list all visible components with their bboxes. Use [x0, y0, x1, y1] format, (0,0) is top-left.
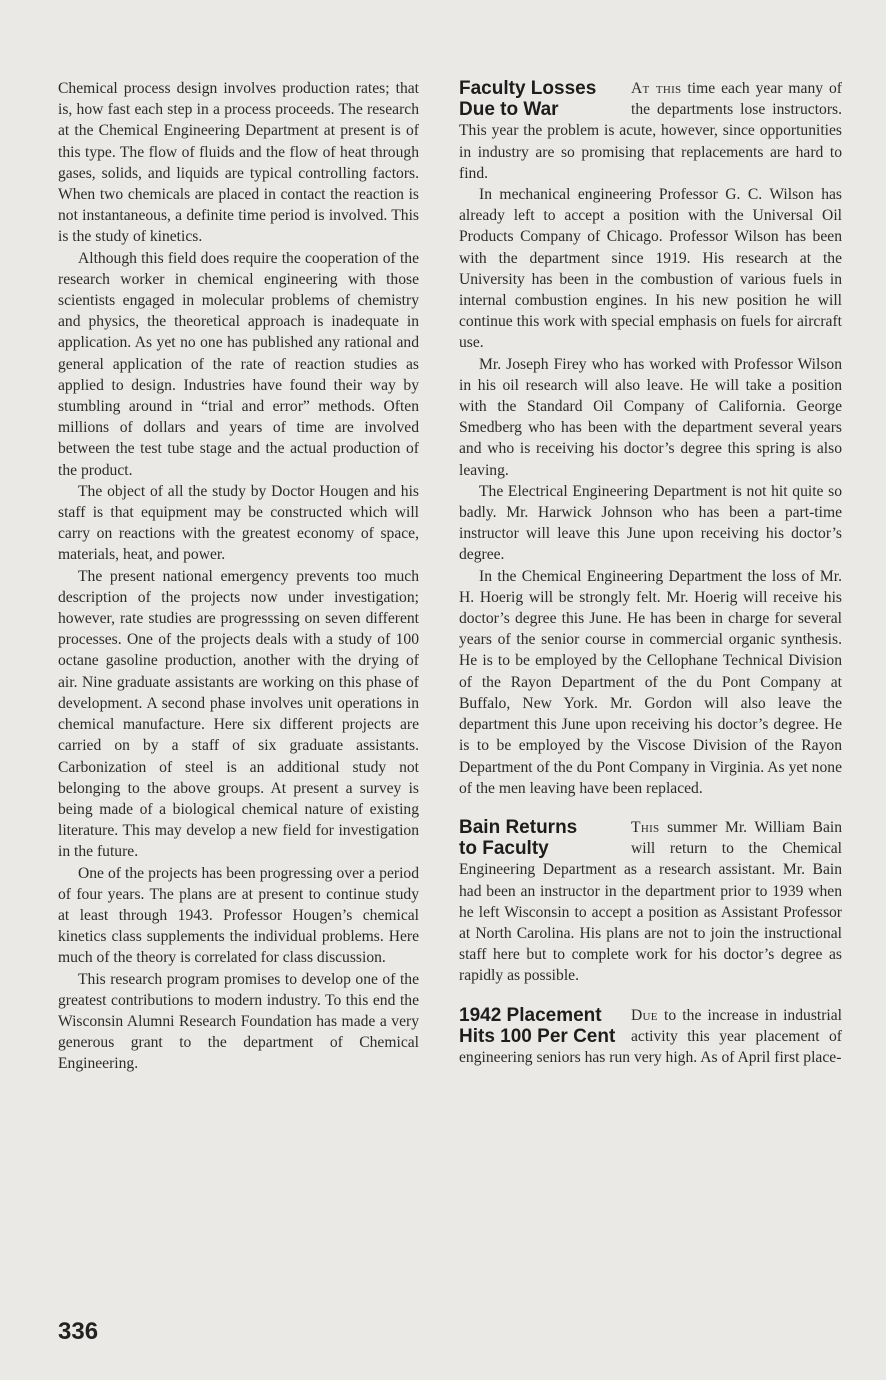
body-paragraph: In the Chemical Engineering Department the loss of Mr. H. Hoerig will be strongly felt. Mr. Hoerig will receive his doctor’s degree this June. He has been in charge for several years of the senior course in commercial organic synthesis. He is to be employed by the Cellophane Technical Division of the Rayon Department of the du Pont Company at Buffalo, New York. Mr. Gordon will also leave the department this June upon receiving his doctor’s degree. He is to be employed by the Viscose Division of the Rayon Department of the du Pont Company in Virginia. As yet none of the men leaving have been replaced.	[459, 567, 842, 797]
body-paragraph: The present national emergency prevents too much description of the projects now under investigation; however, rate studies are progresssing on seven different processes. One of the projects deals with a study of 100 octane gasoline production, another with the drying of air. Nine graduate assistants are working on this phase of development. A second phase involves unit operations in chemical manufacture. Here six different projects are carried on by a staff of six graduate assistants. Carbonization of steel is an additional study not belonging to the above groups. At present a survey is being made of a biological chemical nature of existing literature. This may develop a new field for investigation in the future.	[58, 567, 419, 861]
heading-line: to Faculty	[459, 838, 549, 860]
body-paragraph: The Electrical Engineering Department is not hit quite so badly. Mr. Harwick Johnson who has been a part-time instructor will leave this June upon receiving his doctor’s degree.	[459, 482, 842, 564]
body-paragraph: Mr. Joseph Firey who has worked with Professor Wilson in his oil research will also leave. He will take a position with the Standard Oil Company of California. George Smedberg who has been with the department several years and who is receiving his doctor’s degree this spring is also leaving.	[459, 355, 842, 479]
lead-text: time each year many of the departments lose instructors. This year the problem is acute, however, since opportunities in industry are so promising that replacements are hard to find.	[459, 80, 842, 182]
section-placement	[459, 1005, 842, 1069]
lead-text: summer Mr. William Bain will return to the Chemical Engineering Department as a research assistant. Mr. Bain had been an instructor in the department prior to 1939 when he left Wisconsin to accept a position as Assistant Professor at North Carolina. His plans are not to join the instructional staff here but to complete work for his doctor’s degree as rapidly as possible.	[459, 818, 842, 985]
body-paragraph: Although this field does require the cooperation of the research worker in chemical engineering with those scientists engaged in molecular problems of chemistry and physics, the theoretical approach is inadequate in application. As yet no one has published any rational and general application of the rate of reaction studies as applied to design. Industries have found their way by stumbling around in “trial and error” methods. Often millions of dollars and years of time are involved between the test tube stage and the actual production of the product.	[58, 249, 419, 479]
section-heading	[459, 78, 629, 120]
lead-small-caps: This	[631, 818, 660, 836]
section-heading	[459, 817, 629, 859]
section-bain-returns	[459, 817, 842, 987]
heading-line: Bain Returns	[459, 816, 578, 838]
left-column	[58, 78, 419, 1075]
page-number: 336	[58, 1318, 99, 1345]
lead-text: to the increase in industrial activity this year placement of engineering seniors has run very high. As of April first place-	[459, 1006, 842, 1066]
body-paragraph: The object of all the study by Doctor Hougen and his staff is that equipment may be constructed which will carry on reactions with the greatest economy of space, materials, heat, and power.	[58, 482, 419, 564]
heading-line: Due to War	[459, 99, 559, 121]
body-paragraph: This research program promises to develop one of the greatest contributions to modern industry. To this end the Wisconsin Alumni Research Foundation has made a very generous grant to the department of Chemical Engineering.	[58, 970, 419, 1073]
heading-line: Faculty Losses	[459, 78, 597, 99]
right-column	[459, 78, 842, 1068]
body-paragraph: In mechanical engineering Professor G. C. Wilson has already left to accept a position with the Universal Oil Products Company of Chicago. Professor Wilson has been with the department since 1919. His research at the University has been in the combustion of various fuels in internal combustion engines. In his new position he will continue this work with special emphasis on fuels for aircraft use.	[459, 186, 842, 352]
body-paragraph: Chemical process design involves production rates; that is, how fast each step in a process proceeds. The research at the Chemical Engineering Department at present is of this type. The flow of fluids and the flow of heat through gases, solids, and liquids are typical controlling factors. When two chemicals are placed in contact the reaction is not instantaneous, a definite time period is involved. This is the study of kinetics.	[58, 80, 419, 246]
section-heading	[459, 1005, 629, 1047]
heading-line: Hits 100 Per Cent	[459, 1025, 616, 1047]
lead-small-caps: At this	[631, 80, 682, 97]
lead-small-caps: Due	[631, 1006, 658, 1024]
body-paragraph: One of the projects has been progressing over a period of four years. The plans are at present to continue study at least through 1943. Professor Hougen’s chemical kinetics class supplements the individual problems. Here much of the theory is correlated for class discussion.	[58, 864, 419, 967]
section-faculty-losses	[459, 78, 842, 799]
heading-line: 1942 Placement	[459, 1004, 602, 1026]
